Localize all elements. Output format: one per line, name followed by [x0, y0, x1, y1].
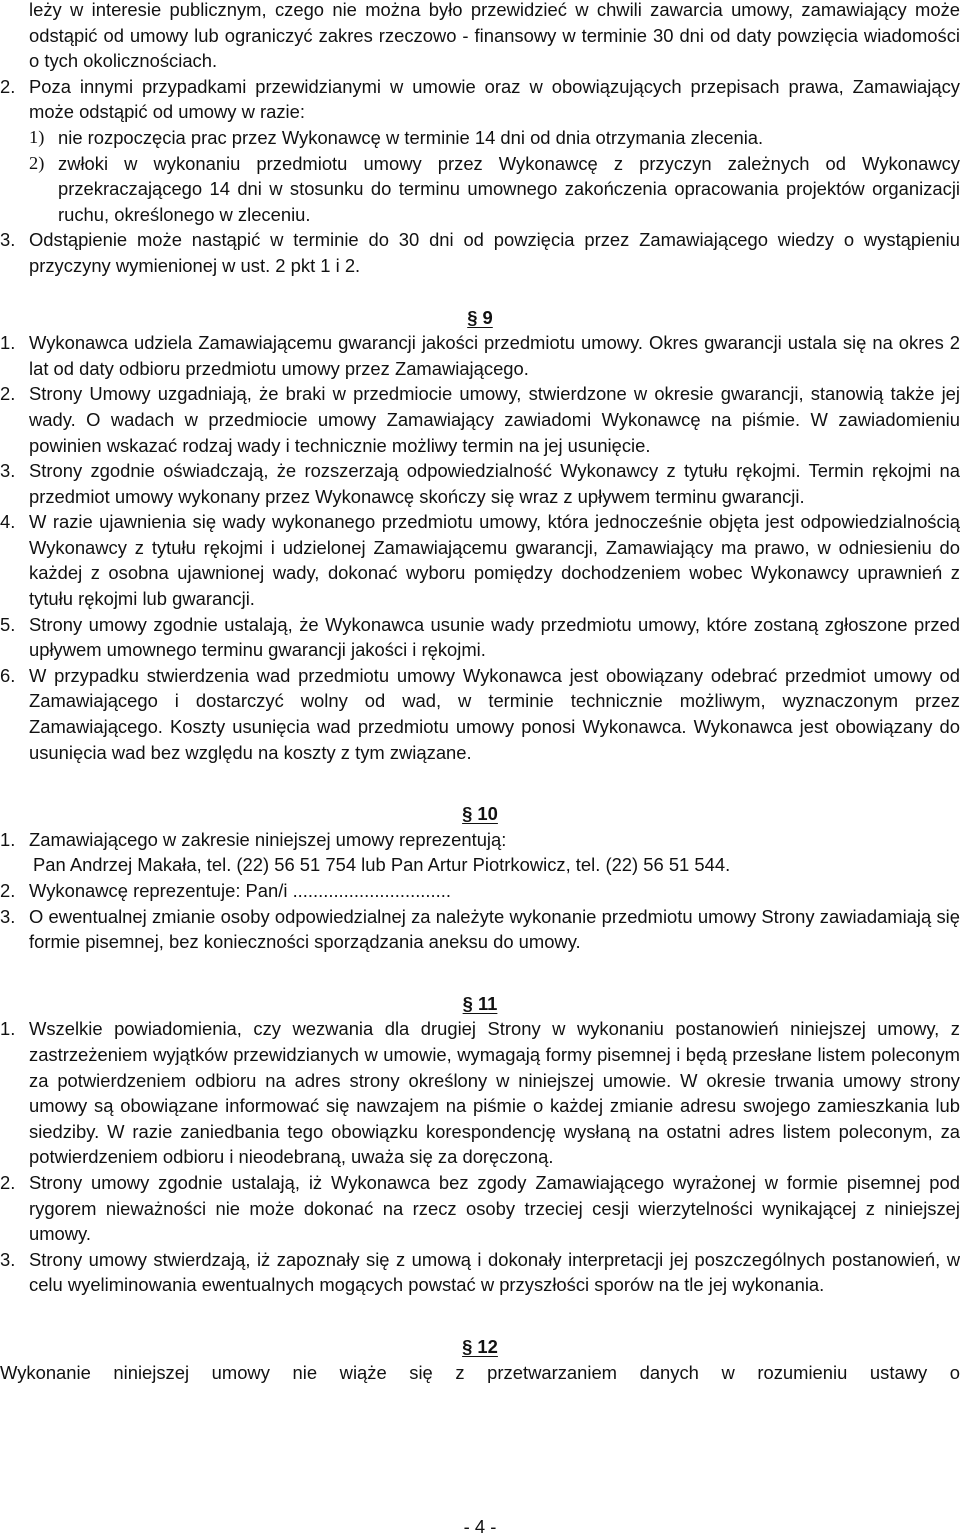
section8-paragraph-3	[0, 227, 960, 278]
paragraph-text: W razie ujawnienia się wady wykonanego przedmiotu umowy, która jednocześnie objęta jest odpowiedzialnością Wykonawcy z tytułu rękojmi i udzielonej Zamawiającemu gwarancji, Zamawiający ma prawo, w odniesieniu do każdej z osobna ujawnionej wady, dokonać wyboru pomiędzy dochodzeniem wobec Wykonawcy uprawnień z tytułu rękojmi lub gwarancji.	[29, 511, 960, 610]
paragraph-text: Strony umowy stwierdzają, iż zapoznały się z umową i dokonały interpretacji jej poszczególnych postanowień, w celu wyeliminowania ewentualnych mogących powstać w przyszłości sporów na tle jej wykonania.	[29, 1248, 960, 1296]
section9-list	[0, 330, 960, 765]
section9-paragraph-4	[0, 509, 960, 611]
section9-paragraph-2	[0, 381, 960, 458]
subpoint-text: zwłoki w wykonaniu przedmiotu umowy przez Wykonawcę z przyczyn zależnych od Wykonawcy przekraczającego 14 dni w stosunku do terminu umownego zakończenia opracowania projektów organizacji ruchu, określonego w zleceniu.	[58, 152, 960, 225]
paragraph-number: 1.	[0, 1018, 16, 1040]
section10-paragraph-3	[0, 904, 960, 955]
section8-subpoint-1	[0, 125, 960, 151]
intro-paragraph: leży w interesie publicznym, czego nie można było przewidzieć w chwili zawarcia umowy, zamawiający może odstąpić od umowy lub ograniczyć zakres rzeczowo - finansowy w terminie 30 dni od daty powzięcia wiadomości o tych okolicznościach.	[29, 0, 960, 72]
paragraph-number: 1.	[0, 828, 16, 850]
section8-paragraph-2	[0, 74, 960, 125]
paragraph-text: Zamawiającego w zakresie niniejszej umowy reprezentują:	[29, 828, 507, 850]
section9-paragraph-1	[0, 330, 960, 381]
section9-paragraph-3	[0, 458, 960, 509]
section11-paragraph-2	[0, 1170, 960, 1247]
paragraph-number: 2.	[0, 75, 16, 97]
paragraph-number: 2.	[0, 1171, 16, 1193]
paragraph-text: Wykonawcę reprezentuje: Pan/i ...............................	[29, 880, 451, 901]
section-heading-12: § 12	[462, 1335, 498, 1357]
representatives-line: Pan Andrzej Makała, tel. (22) 56 51 754 lub Pan Artur Piotrkowicz, tel. (22) 56 51 544.	[33, 854, 731, 876]
paragraph-text: O ewentualnej zmianie osoby odpowiedzialnej za należyte wykonanie przedmiotu umowy Strony zawiadamiają się formie pisemnej, bez konieczności sporządzania aneksu do umowy.	[29, 905, 960, 953]
section11-paragraph-1	[0, 1016, 960, 1170]
paragraph-number: 2.	[0, 383, 16, 405]
paragraph-number: 3.	[0, 1248, 16, 1270]
paragraph-number: 1.	[0, 332, 16, 354]
paragraph-text: W przypadku stwierdzenia wad przedmiotu umowy Wykonawca jest obowiązany odebrać przedmiot umowy od Zamawiającego i dostarczyć wolny od wad, w terminie technicznie możliwym, wyznaczonym przez Zamawiającego. Koszty usunięcia wad przedmiotu umowy ponosi Wykonawca. Wykonawca jest obowiązany do usunięcia wad bez względu na koszty z tym związane.	[29, 664, 960, 763]
paragraph-text: Strony umowy zgodnie ustalają, iż Wykonawca bez zgody Zamawiającego wyrażonej w formie pisemnej pod rygorem nieważności nie może dokonać na rzecz osoby trzeciej cesji wierzytelności wynikającej z niniejszej umowy.	[29, 1171, 960, 1245]
paragraph-text: Poza innymi przypadkami przewidzianymi w umowie oraz w obowiązujących przepisach prawa, Zamawiający może odstąpić od umowy w razie:	[29, 75, 960, 123]
section9-paragraph-5	[0, 612, 960, 663]
section11-list	[0, 1016, 960, 1298]
paragraph-text: Strony Umowy uzgadniają, że braki w przedmiocie umowy, stwierdzone w okresie gwarancji, stanowią także jej wady. O wadach w przedmiocie umowy Zamawiający zawiadomi Wykonawcę na piśmie. W zawiadomieniu powinien wskazać rodzaj wady i technicznie możliwy termin na jej usunięcie.	[29, 383, 960, 456]
paragraph-text: Wszelkie powiadomienia, czy wezwania dla drugiej Strony w wykonaniu postanowień niniejszej umowy, z zastrzeżeniem wyjątków przewidzianych w umowie, wymagają formy pisemnej i będą przesłane listem poleconym za potwierdzeniem odbioru na adres strony określony w niniejszej umowie. W okresie trwania umowy strony umowy są obowiązane informować się nawzajem na piśmie o każdej zmianie adresu swojego zamieszkania lub siedziby. W razie zaniedbania tego obowiązku korespondencję wysłaną na ostatni adres listem poleconym, za potwierdzeniem odbioru i nieodebraną, uważa się za doręczoną.	[29, 1018, 960, 1168]
subpoint-number: 1)	[29, 126, 45, 147]
section-heading-9: § 9	[467, 306, 493, 328]
paragraph-number: 3.	[0, 229, 16, 251]
paragraph-text: Odstąpienie może nastąpić w terminie do 30 dni od powzięcia przez Zamawiającego wiedzy o wystąpieniu przyczyny wymienionej w ust. 2 pkt 1 i 2.	[29, 229, 960, 276]
section11-paragraph-3	[0, 1247, 960, 1298]
paragraph-number: 3.	[0, 905, 16, 927]
section-heading-11: § 11	[462, 992, 498, 1014]
paragraph-number: 4.	[0, 511, 16, 533]
page-number: - 4 -	[463, 1516, 497, 1537]
section9-paragraph-6	[0, 663, 960, 765]
paragraph-number: 2.	[0, 880, 16, 901]
paragraph-number: 6.	[0, 664, 16, 686]
section12-text: Wykonanie niniejszej umowy nie wiąże się z przetwarzaniem danych w rozumieniu ustawy o	[0, 1361, 960, 1383]
subpoint-number: 2)	[29, 152, 45, 173]
paragraph-number: 5.	[0, 613, 16, 635]
section10-paragraph-2	[0, 878, 960, 904]
section-heading-10: § 10	[462, 803, 498, 825]
section10-paragraph-1	[0, 827, 960, 853]
subpoint-text: nie rozpoczęcia prac przez Wykonawcę w terminie 14 dni od dnia otrzymania zlecenia.	[58, 126, 764, 148]
section8-subpoint-2	[0, 151, 960, 228]
paragraph-text: Strony zgodnie oświadczają, że rozszerzają odpowiedzialność Wykonawcy z tytułu rękojmi. Termin rękojmi na przedmiot umowy wykonany przez Wykonawcę skończy się wraz z upływem terminu gwarancji.	[29, 460, 960, 507]
paragraph-text: Strony umowy zgodnie ustalają, że Wykonawca usunie wady przedmiotu umowy, które zostaną zgłoszone przed upływem umownego terminu gwarancji jakości i rękojmi.	[29, 613, 960, 661]
paragraph-number: 3.	[0, 460, 16, 482]
paragraph-text: Wykonawca udziela Zamawiającemu gwarancji jakości przedmiotu umowy. Okres gwarancji ustala się na okres 2 lat od daty odbioru przedmiotu umowy przez Zamawiającego.	[29, 332, 960, 379]
